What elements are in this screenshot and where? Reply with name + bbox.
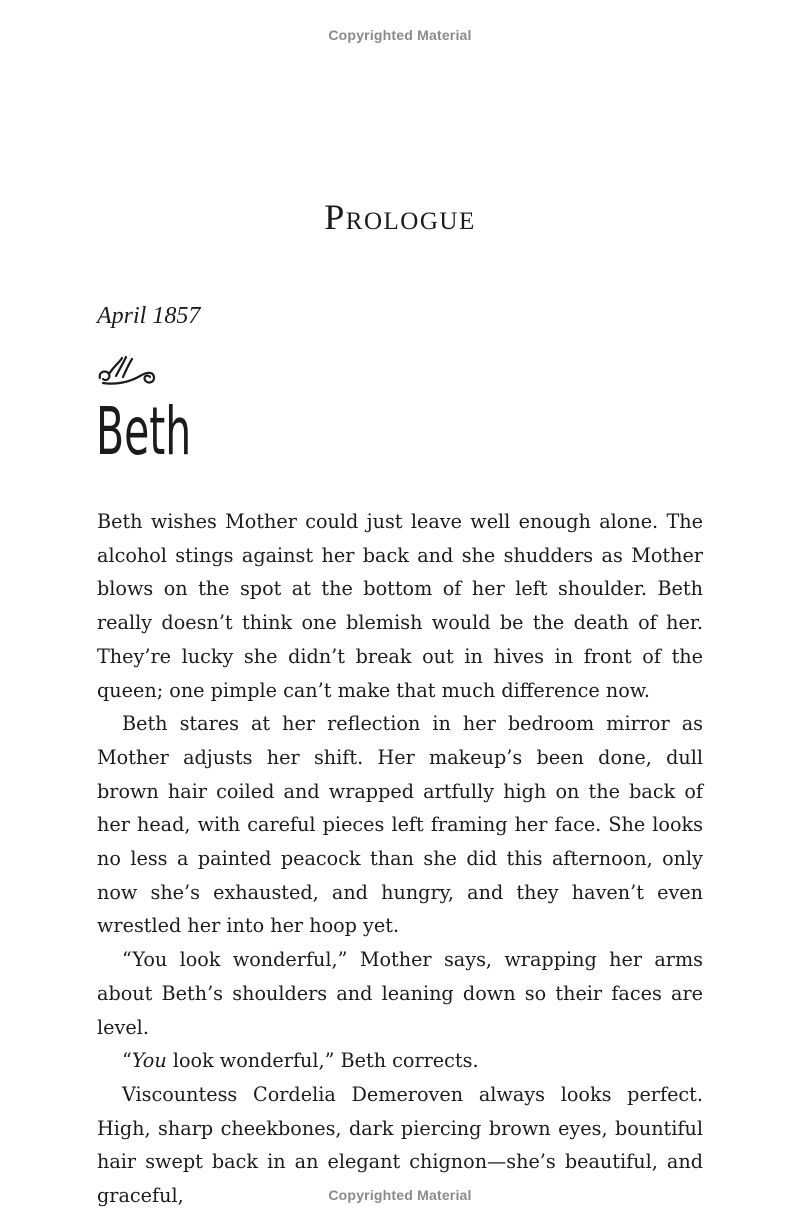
body-text — [97, 505, 703, 1213]
paragraph: Beth stares at her reflection in her bedroom mirror as Mother adjusts her shift. Her makeup’s been done, dull brown hair coiled and wrapped artfully high on the back of her head, with careful pieces left framing her face. She looks no less a painted peacock than she did this afternoon, only now she’s exhausted, and hungry, and they haven’t even wrestled her into her hoop yet. — [97, 712, 703, 938]
copyright-watermark-bottom: Copyrighted Material — [328, 1187, 472, 1203]
paragraph: Beth wishes Mother could just leave well enough alone. The alcohol stings against her back and she shudders as Mother blows on the spot at the bottom of her left shoulder. Beth really doesn’t think one blemish would be the death of her. They’re lucky she didn’t break out in hives in front of the queen; one pimple can’t make that much difference now. — [97, 510, 703, 702]
emphasized-word: You — [131, 1049, 167, 1073]
date-line: April 1857 — [97, 303, 201, 329]
open-quote: “ — [122, 1049, 132, 1073]
chapter-title: Prologue — [324, 197, 476, 237]
paragraph — [97, 1044, 703, 1078]
paragraph: “You look wonderful,” Mother says, wrapping her arms about Beth’s shoulders and leaning down so their faces are level. — [97, 948, 703, 1039]
paragraph: Viscountess Cordelia Demeroven always looks perfect. High, sharp cheekbones, dark piercing brown eyes, bountiful hair swept back in an elegant chignon—she’s beautiful, and graceful, — [97, 1082, 703, 1208]
copyright-watermark-top: Copyrighted Material — [328, 27, 472, 43]
pov-character-heading: Beth — [96, 393, 192, 470]
paragraph-rest: look wonderful,” Beth corrects. — [166, 1049, 479, 1073]
flourish-ornament-icon — [96, 352, 158, 386]
